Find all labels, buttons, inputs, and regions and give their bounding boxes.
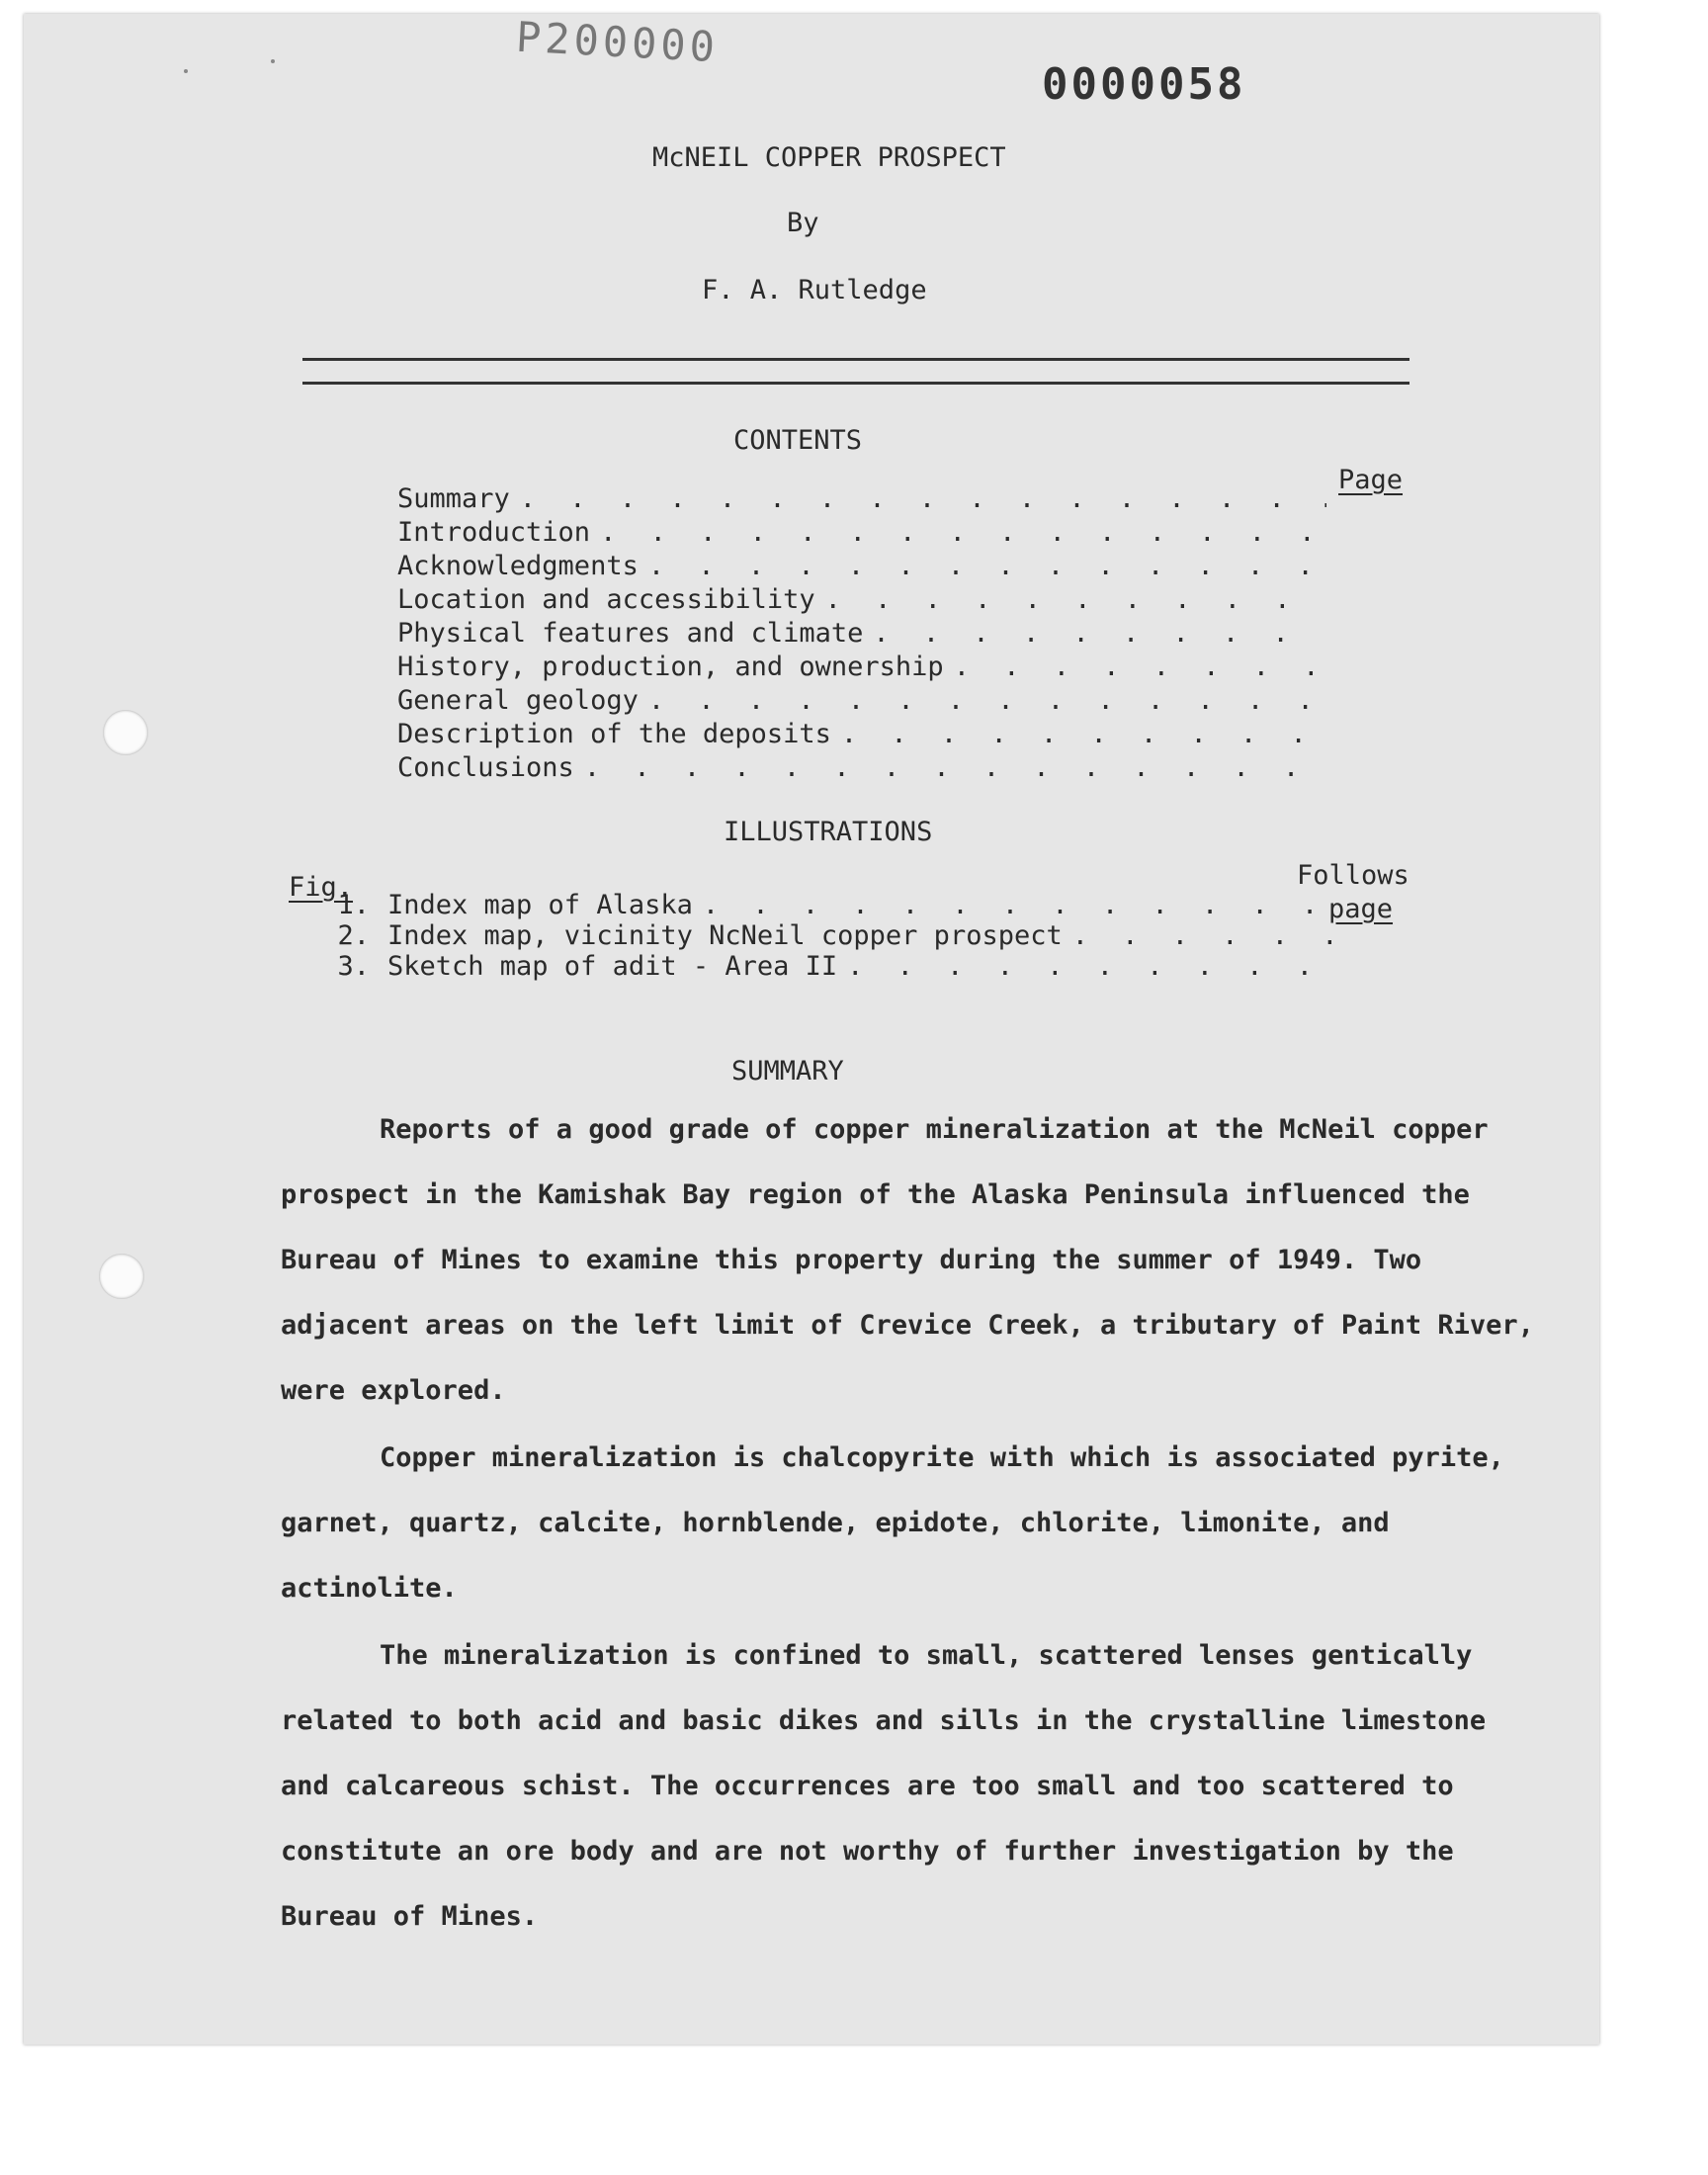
contents-page-label: Page xyxy=(1338,465,1404,495)
stamp-number: P200000 xyxy=(514,12,721,72)
figure-label: Sketch map of adit - Area II xyxy=(387,951,838,982)
contents-item xyxy=(397,682,1326,716)
contents-item-label: Description of the deposits xyxy=(397,719,831,749)
dot-leader xyxy=(1072,920,1334,951)
illustration-item xyxy=(306,920,1334,951)
dot-leader xyxy=(600,517,1326,548)
page-speck xyxy=(271,59,275,63)
follows-page-label: page xyxy=(1328,894,1394,924)
dot-leader xyxy=(648,551,1326,581)
contents-item xyxy=(397,716,1326,749)
contents-item-label: Introduction xyxy=(397,517,591,548)
summary-paragraph: The mineralization is confined to small, scattered lenses gentically related to both acid and basic dikes and sills in the crystalline limestone and calcareous schist. The occurrences are too small and too scattered to constitute an ore body and are not worthy of further investigation by the Bureau of Mines. xyxy=(281,1640,1487,1932)
follows-label: Follows xyxy=(1297,860,1409,891)
figure-number: 3. xyxy=(337,951,370,982)
document-page xyxy=(24,14,1599,2044)
by-label: By xyxy=(787,208,819,238)
dot-leader xyxy=(841,719,1326,749)
illustration-item xyxy=(306,951,1334,982)
figure-label: Index map, vicinity NcNeil copper prospect xyxy=(387,920,1063,951)
figure-label: Index map of Alaska xyxy=(387,890,693,920)
summary-paragraph: Reports of a good grade of copper mineralization at the McNeil copper prospect in the Kamishak Bay region of the Alaska Peninsula influenced the Bureau of Mines to examine this property during the summer of 1949. Two adjacent areas on the left limit of Crevice Creek, a tributary of Paint River, were explored. xyxy=(281,1114,1534,1406)
double-rule-top xyxy=(302,358,1409,361)
illustrations-heading: ILLUSTRATIONS xyxy=(724,817,933,847)
dot-leader xyxy=(584,752,1326,783)
contents-item xyxy=(397,749,1326,783)
contents-list xyxy=(397,480,1326,783)
contents-item-label: Summary xyxy=(397,483,510,514)
figure-number: 2. xyxy=(337,920,370,951)
summary-heading: SUMMARY xyxy=(731,1056,844,1087)
author-name: F. A. Rutledge xyxy=(702,275,927,305)
dot-leader xyxy=(825,584,1326,615)
contents-item-label: History, production, and ownership xyxy=(397,652,944,682)
contents-item xyxy=(397,581,1326,615)
figure-number: 1. xyxy=(337,890,370,920)
illustration-item xyxy=(306,890,1334,920)
contents-item-label: Conclusions xyxy=(397,752,574,783)
dot-leader xyxy=(648,685,1326,716)
dot-leader xyxy=(703,890,1334,920)
punch-hole-bottom xyxy=(99,1254,144,1299)
double-rule-bottom xyxy=(302,382,1409,385)
contents-item xyxy=(397,548,1326,581)
document-number: 0000058 xyxy=(1042,59,1246,110)
contents-item-label: Physical features and climate xyxy=(397,618,864,649)
contents-heading: CONTENTS xyxy=(733,425,863,456)
dot-leader xyxy=(954,652,1326,682)
contents-item xyxy=(397,480,1326,514)
punch-hole-top xyxy=(103,710,148,755)
summary-paragraph: Copper mineralization is chalcopyrite with which is associated pyrite, garnet, quartz, calcite, hornblende, epidote, chlorite, limonite, and actinolite. xyxy=(281,1442,1504,1604)
contents-item xyxy=(397,649,1326,682)
document-title: McNEIL COPPER PROSPECT xyxy=(652,142,1006,173)
fig-label: Fig. xyxy=(289,872,354,903)
contents-item-label: Acknowledgments xyxy=(397,551,639,581)
contents-item-label: General geology xyxy=(397,685,639,716)
contents-item-label: Location and accessibility xyxy=(397,584,815,615)
illustrations-list xyxy=(306,890,1334,982)
dot-leader xyxy=(847,951,1334,982)
dot-leader xyxy=(873,618,1326,649)
dot-leader xyxy=(520,483,1326,514)
contents-item xyxy=(397,514,1326,548)
page-speck xyxy=(184,69,188,73)
contents-item xyxy=(397,615,1326,649)
